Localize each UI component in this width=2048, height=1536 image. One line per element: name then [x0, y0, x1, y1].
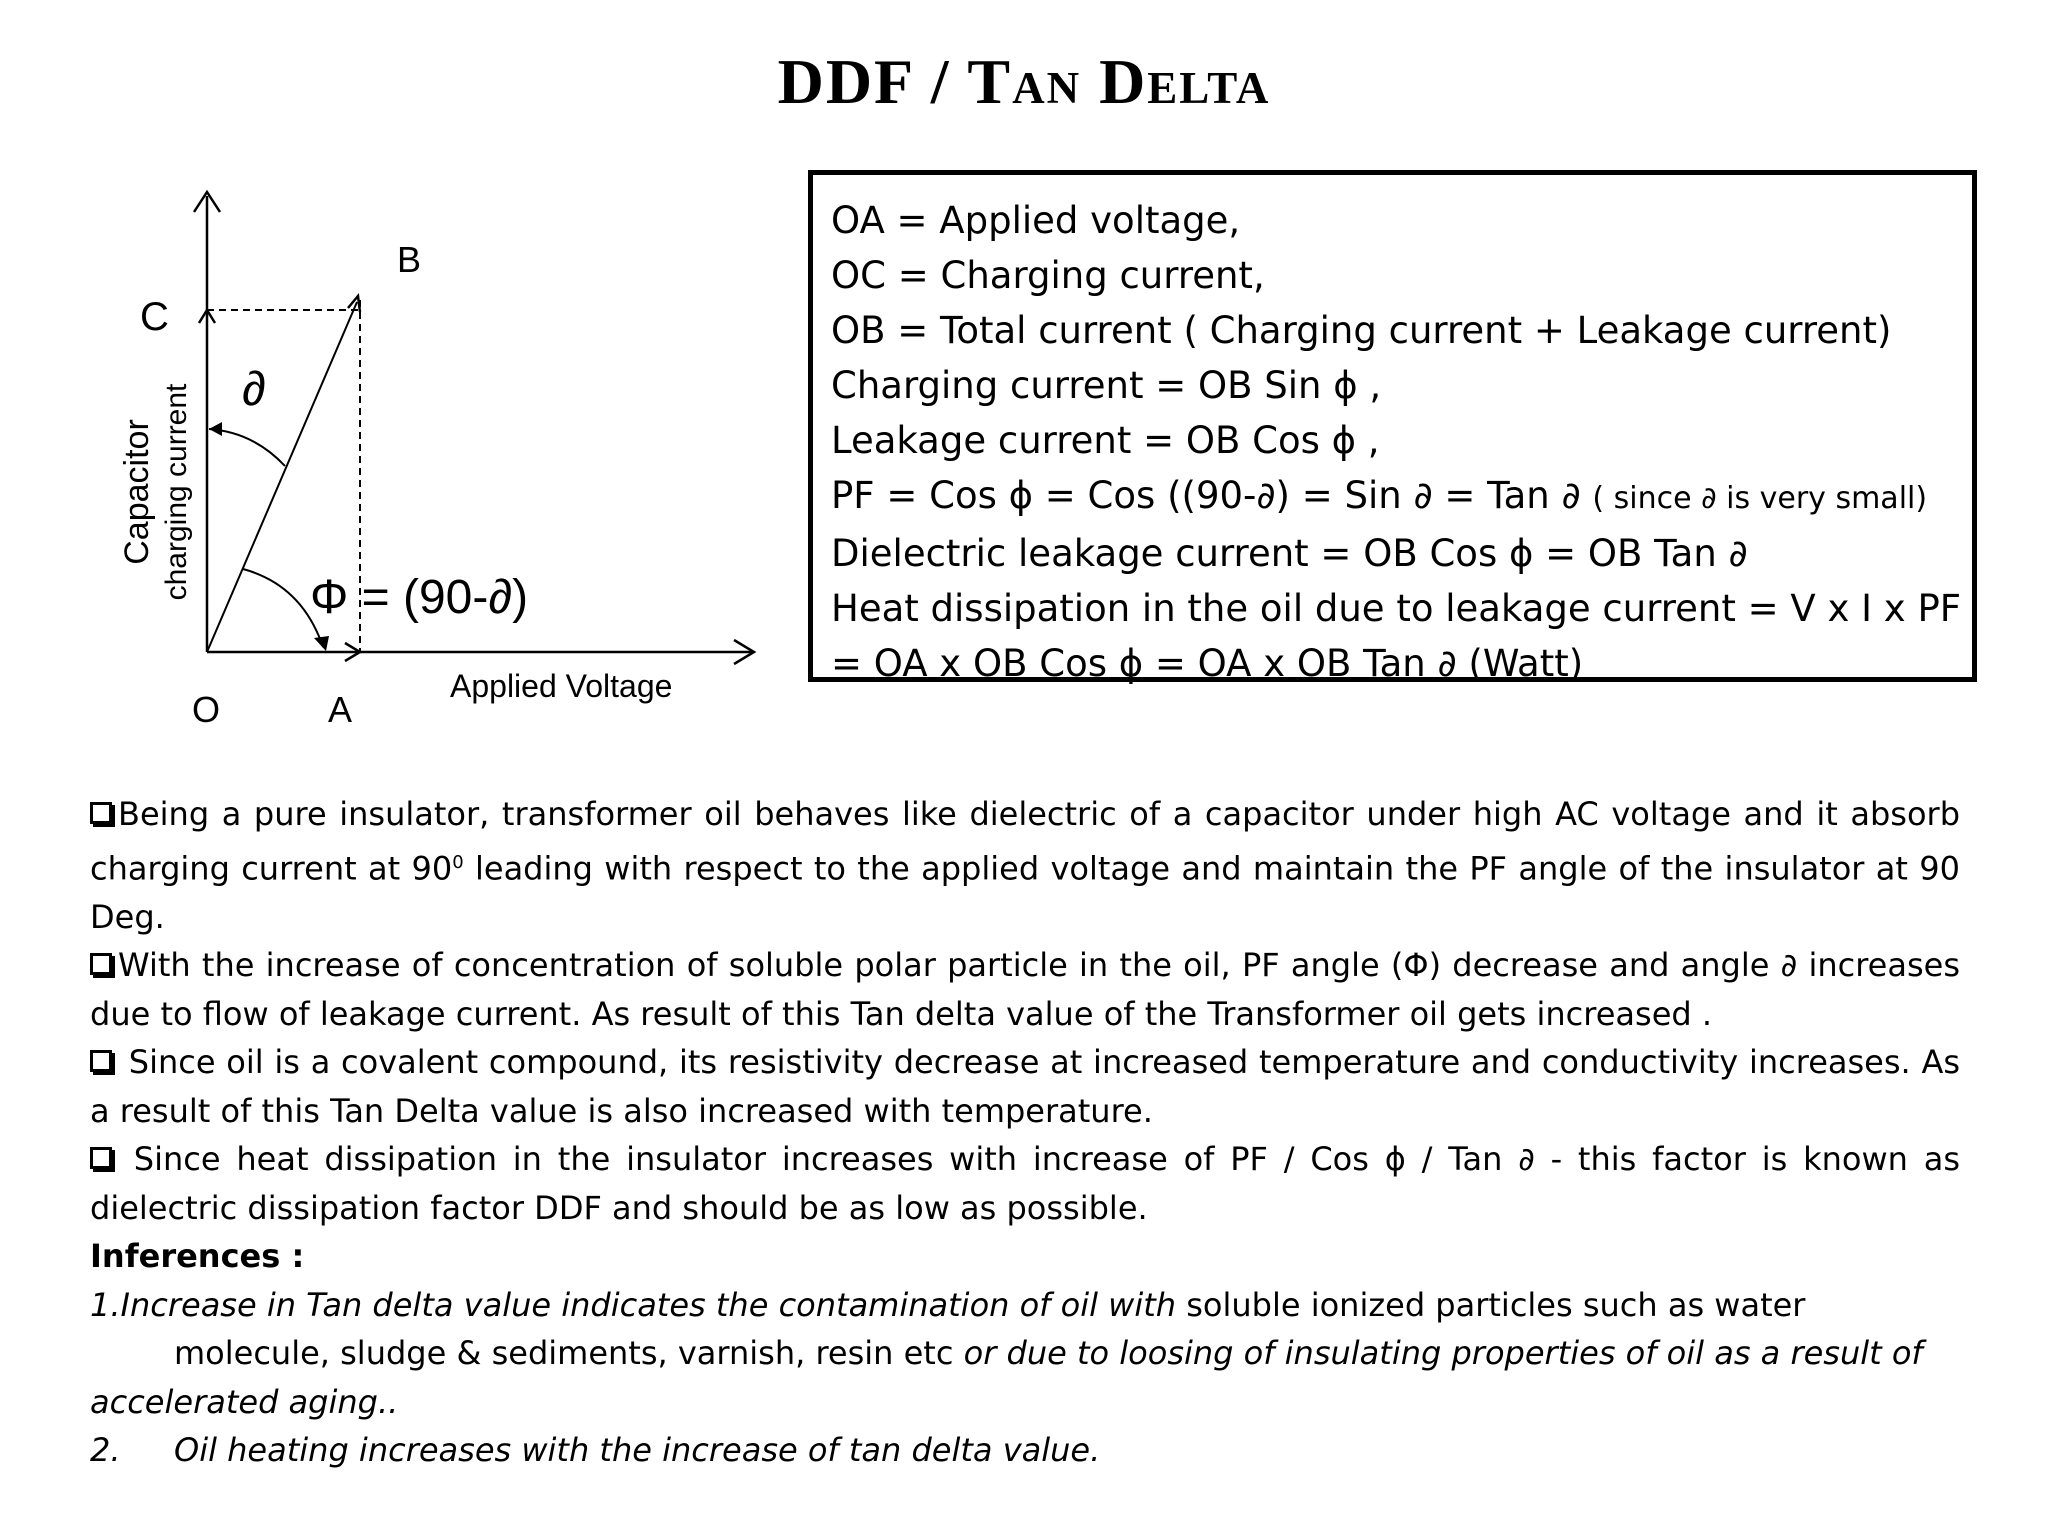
phi-label: Φ = (90-∂): [310, 571, 529, 624]
page-title: DDF / Tan Delta: [777, 46, 1271, 117]
inference-item-1: 1.Increase in Tan delta value indicates the contamination of oil with soluble ionized particles such as water: [90, 1285, 1806, 1324]
definition-line: = OA x OB Cos ϕ = OA x OB Tan ∂ (Watt): [831, 642, 1584, 685]
inference-item-1-end: accelerated aging..: [90, 1382, 399, 1421]
checkbox-bullet-icon: [90, 802, 112, 824]
inferences-heading: Inferences :: [90, 1237, 305, 1276]
definition-line: OB = Total current ( Charging current + Leakage current): [831, 309, 1892, 352]
x-axis-label: Applied Voltage: [450, 668, 673, 704]
bullet-paragraph: With the increase of concentration of soluble polar particle in the oil, PF angle (Φ) decrease and angle ∂ increases due to flow of leakage current. As result of this Tan delta value of the Transformer oil gets increased .: [90, 946, 1960, 1033]
checkbox-bullet-icon: [90, 953, 112, 975]
definition-line-pf: [831, 468, 1954, 526]
definition-line: Dielectric leakage current = OB Cos ϕ = OB Tan ∂: [831, 532, 1748, 575]
bullet-paragraph: Since oil is a covalent compound, its resistivity decrease at increased temperature and conductivity increases. As a result of this Tan Delta value is also increased with temperature.: [90, 1043, 1960, 1130]
inference-item-2: 2. Oil heating increases with the increase of tan delta value.: [90, 1431, 1101, 1470]
definition-line: OA = Applied voltage,: [831, 199, 1241, 242]
bullet-paragraph: Being a pure insulator, transformer oil behaves like dielectric of a capacitor under high AC voltage and it absorb charging current at $90^0$ leading with respect to the applied voltage and maintain the PF angle of the insulator at 90 Deg.: [90, 795, 1961, 936]
pf-equation: PF = Cos ϕ = Cos ((90-∂) = Sin ∂ = Tan ∂: [831, 474, 1581, 517]
y-axis-label-line1: Capacitor: [118, 419, 156, 565]
delta-label: ∂: [242, 363, 266, 416]
bullet-paragraph: Since heat dissipation in the insulator increases with increase of PF / Cos ϕ / Tan ∂ - this factor is known as dielectric dissipation factor DDF and should be as low as possible.: [90, 1140, 1960, 1227]
label-b: B: [397, 239, 422, 280]
label-o: O: [192, 689, 221, 730]
y-axis-label-line2: charging current: [160, 383, 193, 601]
superscript: 0: [452, 851, 464, 873]
label-a: A: [328, 689, 353, 730]
pf-note: ( since ∂ is very small): [1592, 481, 1928, 516]
label-c: C: [140, 295, 169, 339]
definitions-box: [808, 170, 1977, 685]
definition-line: Leakage current = OB Cos ϕ ,: [831, 419, 1380, 462]
definition-line: OC = Charging current,: [831, 254, 1265, 297]
checkbox-bullet-icon: [90, 1050, 112, 1072]
phi-arc-arrowhead: [314, 636, 329, 651]
inference-item-1-continued: molecule, sludge & sediments, varnish, resin etc or due to loosing of insulating properties of oil as a result of: [174, 1334, 1923, 1373]
checkbox-bullet-icon: [90, 1147, 112, 1169]
definition-line: Charging current = OB Sin ϕ ,: [831, 364, 1382, 407]
delta-arc-arrowhead: [209, 422, 222, 436]
explanation-text: [90, 790, 1960, 1475]
definition-line: Heat dissipation in the oil due to leakage current = V x I x PF: [831, 587, 1962, 630]
